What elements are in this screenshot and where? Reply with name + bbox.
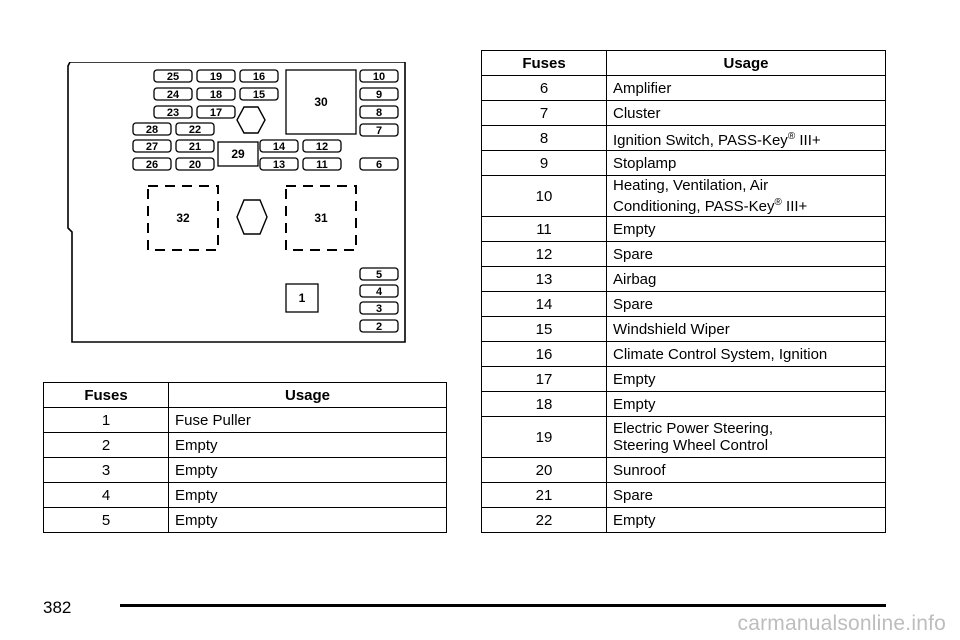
fuse-number-cell: 5 <box>44 508 169 533</box>
table-row <box>44 433 447 458</box>
fuse-slot-label: 13 <box>272 159 286 171</box>
header-fuses: Fuses <box>44 383 169 408</box>
fuse-number-cell: 2 <box>44 433 169 458</box>
fuse-usage-cell: Empty <box>169 483 447 508</box>
fuse-slot-label: 24 <box>166 89 180 101</box>
fuse-slot-label: 7 <box>375 125 383 137</box>
table-row <box>482 151 886 176</box>
fuse-number-cell: 15 <box>482 317 607 342</box>
fuse-number-cell: 8 <box>482 126 607 151</box>
fuse-usage-cell: Electric Power Steering, Steering Wheel Control <box>607 417 886 458</box>
table-row <box>482 367 886 392</box>
fuse-usage-cell: Empty <box>169 433 447 458</box>
fuse-slot-label: 31 <box>314 211 328 225</box>
fuse-block-outline <box>68 62 405 342</box>
table-row <box>482 483 886 508</box>
fuse-slot-label: 11 <box>316 159 328 171</box>
fuse-slot-label: 4 <box>375 286 383 298</box>
fuse-slot-label: 9 <box>375 89 383 101</box>
table-row <box>482 101 886 126</box>
fuse-slot-label: 20 <box>188 159 202 171</box>
fuse-slot-label: 6 <box>375 159 383 171</box>
relay-hex-bottom <box>237 200 267 234</box>
fuse-slot-label: 32 <box>176 211 190 225</box>
fuse-slot-label: 21 <box>188 141 202 153</box>
fuse-slot-label: 29 <box>231 147 245 161</box>
header-usage: Usage <box>169 383 447 408</box>
table-row <box>482 217 886 242</box>
table-row <box>44 458 447 483</box>
fuse-number-cell: 13 <box>482 267 607 292</box>
fuse-number-cell: 6 <box>482 76 607 101</box>
page-number: 382 <box>43 598 72 617</box>
fuse-number-cell: 20 <box>482 458 607 483</box>
fuse-slot-label: 10 <box>372 71 386 83</box>
fuse-slot-label: 14 <box>272 141 286 153</box>
table-row <box>482 417 886 458</box>
table-header-row <box>44 383 447 408</box>
fuse-slot-label: 8 <box>375 107 383 119</box>
fuse-slot-label: 3 <box>375 303 383 315</box>
fuse-usage-cell: Spare <box>607 242 886 267</box>
fuse-table-right <box>481 50 886 533</box>
fuse-slot-label: 27 <box>145 141 159 153</box>
fuse-usage-cell: Spare <box>607 483 886 508</box>
fuse-number-cell: 21 <box>482 483 607 508</box>
fuse-usage-cell: Empty <box>607 367 886 392</box>
fuse-block-diagram <box>66 62 408 344</box>
fuse-number-cell: 11 <box>482 217 607 242</box>
fuse-number-cell: 4 <box>44 483 169 508</box>
fuse-usage-cell: Stoplamp <box>607 151 886 176</box>
table-row <box>482 458 886 483</box>
table-row <box>44 483 447 508</box>
fuse-usage-cell: Sunroof <box>607 458 886 483</box>
fuse-slot-label: 25 <box>166 71 180 83</box>
fuse-number-cell: 3 <box>44 458 169 483</box>
table-row <box>482 76 886 101</box>
table-row <box>482 267 886 292</box>
fuse-number-cell: 14 <box>482 292 607 317</box>
fuse-usage-cell: Empty <box>607 508 886 533</box>
fuse-number-cell: 1 <box>44 408 169 433</box>
table-row <box>482 392 886 417</box>
table-row <box>44 408 447 433</box>
fuse-slot-label: 18 <box>209 89 223 101</box>
table-row <box>482 176 886 217</box>
fuse-slot-label: 26 <box>145 159 159 171</box>
fuse-usage-cell: Empty <box>607 217 886 242</box>
fuse-slot-label: 12 <box>315 141 329 153</box>
fuse-usage-cell: Spare <box>607 292 886 317</box>
fuse-number-cell: 17 <box>482 367 607 392</box>
fuse-number-cell: 9 <box>482 151 607 176</box>
fuse-slot-label: 30 <box>314 95 328 109</box>
fuse-slot-label: 2 <box>375 321 383 333</box>
table-row <box>482 126 886 151</box>
fuse-number-cell: 10 <box>482 176 607 217</box>
fuse-usage-cell: Climate Control System, Ignition <box>607 342 886 367</box>
fuse-usage-cell: Ignition Switch, PASS-Key® III+ <box>607 126 886 151</box>
fuse-usage-cell: Heating, Ventilation, Air Conditioning, PASS-Key® III+ <box>607 176 886 217</box>
fuse-slot-label: 16 <box>252 71 266 83</box>
fuse-usage-cell: Airbag <box>607 267 886 292</box>
fuse-usage-cell: Fuse Puller <box>169 408 447 433</box>
fuse-usage-cell: Amplifier <box>607 76 886 101</box>
fuse-number-cell: 12 <box>482 242 607 267</box>
fuse-slot-label: 15 <box>252 89 266 101</box>
fuse-slot-label: 22 <box>188 124 202 136</box>
table-row <box>482 242 886 267</box>
fuse-number-cell: 16 <box>482 342 607 367</box>
fuse-slot-label: 23 <box>166 107 180 119</box>
fuse-table-left <box>43 382 447 533</box>
fuse-number-cell: 19 <box>482 417 607 458</box>
table-row <box>482 317 886 342</box>
fuse-usage-cell: Windshield Wiper <box>607 317 886 342</box>
table-row <box>482 508 886 533</box>
fuse-slot-label: 19 <box>209 71 223 83</box>
fuse-usage-cell: Empty <box>607 392 886 417</box>
relay-hex-top <box>237 107 265 133</box>
header-usage: Usage <box>607 51 886 76</box>
header-fuses: Fuses <box>482 51 607 76</box>
table-row <box>482 342 886 367</box>
fuse-usage-cell: Empty <box>169 458 447 483</box>
fuse-number-cell: 22 <box>482 508 607 533</box>
fuse-usage-cell: Empty <box>169 508 447 533</box>
watermark: carmanualsonline.info <box>737 612 946 635</box>
fuse-slot-label: 17 <box>209 107 223 119</box>
fuse-usage-cell: Cluster <box>607 101 886 126</box>
fuse-slot-label: 5 <box>375 269 383 281</box>
table-row <box>482 292 886 317</box>
footer-rule <box>120 604 886 607</box>
fuse-number-cell: 7 <box>482 101 607 126</box>
table-header-row <box>482 51 886 76</box>
fuse-slot-label: 28 <box>145 124 159 136</box>
fuse-slot-label: 1 <box>298 291 306 305</box>
fuse-number-cell: 18 <box>482 392 607 417</box>
table-row <box>44 508 447 533</box>
